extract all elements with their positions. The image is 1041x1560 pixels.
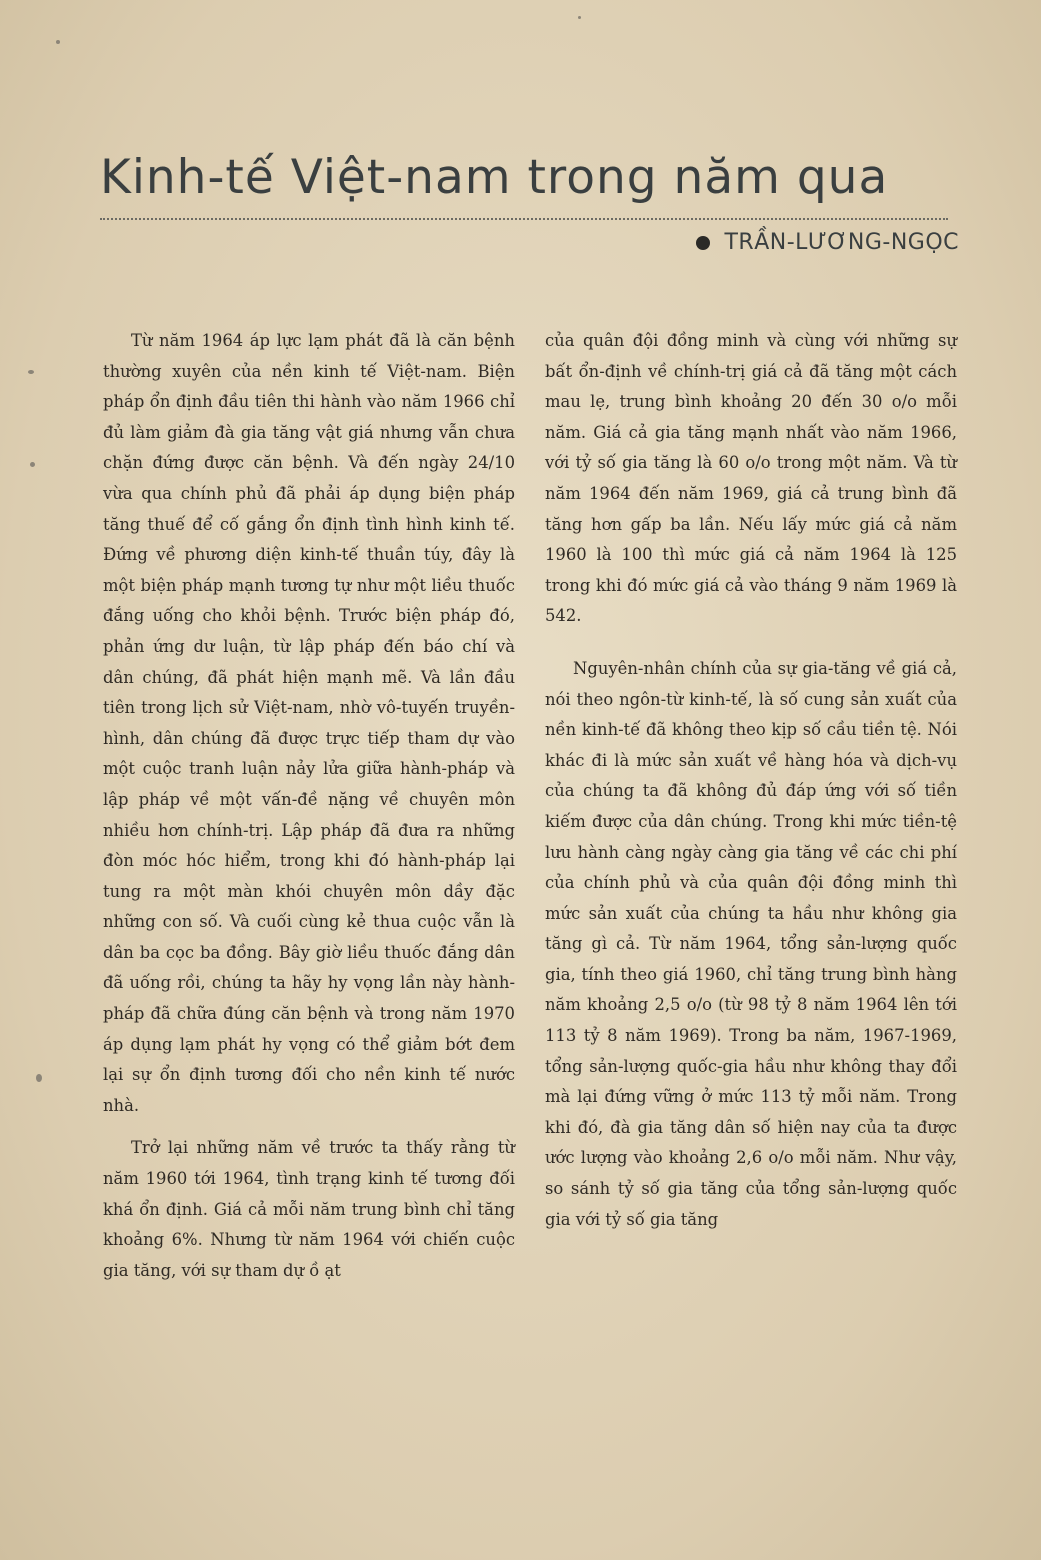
paragraph: Trở lại những năm về trước ta thấy rằng từ năm 1960 tới 1964, tình trạng kinh tế tương đối khá ổn định. Giá cả mỗi năm trung bình chỉ tăng khoảng 6%. Nhưng từ năm 1964 với chiến cuộc gia tăng, với sự tham dự ồ ạt	[103, 1138, 515, 1280]
byline	[696, 230, 959, 255]
author-name: TRẦN-LƯƠNG-NGỌC	[724, 230, 959, 255]
paragraph: Từ năm 1964 áp lực lạm phát đã là căn bệnh thường xuyên của nền kinh tế Việt-nam. Biện pháp ổn định đầu tiên thi hành vào năm 1966 chỉ đủ làm giảm đà gia tăng vật giá nhưng vẫn chưa chặn đứng được căn bệnh. Và đến ngày 24/10 vừa qua chính phủ đã phải áp dụng biện pháp tăng thuế để cố gắng ổn định tình hình kinh tế. Đứng về phương diện kinh-tế thuần túy, đây là một biện pháp mạnh tương tự như một liều thuốc đắng uống cho khỏi bệnh. Trước biện pháp đó, phản ứng dư luận, từ lập pháp đến báo chí và dân chúng, đã phát hiện mạnh mẽ. Và lần đầu tiên trong lịch sử Việt-nam, nhờ vô-tuyến truyền-hình, dân chúng đã được trực tiếp tham dự vào một cuộc tranh luận nảy lửa giữa hành-pháp và lập pháp về một vấn-đề nặng về chuyên môn nhiều hơn chính-trị. Lập pháp đã đưa ra những đòn móc hóc hiểm, trong khi đó hành-pháp lại tung ra một màn khói chuyên môn dầy đặc những con số. Và cuối cùng kẻ thua cuộc vẫn là dân ba cọc ba đồng. Bây giờ liều thuốc đắng dân đã uống rồi, chúng ta hãy hy vọng lần này hành-pháp đã chữa đúng căn bệnh và trong năm 1970 áp dụng lạm phát hy vọng có thể giảm bớt đem lại sự ổn định tương đối cho nền kinh tế nước nhà.	[103, 331, 515, 1115]
paper-speck	[578, 16, 581, 19]
bullet-icon	[696, 236, 710, 250]
left-column	[103, 326, 515, 1298]
article-title: Kinh-tế Việt-nam trong năm qua	[100, 150, 889, 205]
right-column	[545, 326, 957, 1247]
paper-speck	[56, 40, 60, 44]
title-divider	[100, 218, 948, 220]
paper-speck	[28, 370, 34, 374]
paragraph: Nguyên-nhân chính của sự gia-tăng về giá cả, nói theo ngôn-từ kinh-tế, là số cung sản xuất của nền kinh-tế đã không theo kịp số cầu tiền tệ. Nói khác đi là mức sản xuất về hàng hóa và dịch-vụ của chúng ta đã không đủ đáp ứng với số tiền kiếm được của dân chúng. Trong khi mức tiền-tệ lưu hành càng ngày càng gia tăng về các chi phí của chính phủ và của quân đội đồng minh thì mức sản xuất của chúng ta hầu như không gia tăng gì cả. Từ năm 1964, tổng sản-lượng quốc gia, tính theo giá 1960, chỉ tăng trung bình hàng năm khoảng 2,5 o/o (từ 98 tỷ 8 năm 1964 lên tới 113 tỷ 8 năm 1969). Trong ba năm, 1967-1969, tổng sản-lượng quốc-gia hầu như không thay đổi mà lại đứng vững ở mức 113 tỷ mỗi năm. Trong khi đó, đà gia tăng dân số hiện nay của ta được ước lượng vào khoảng 2,6 o/o mỗi năm. Như vậy, so sánh tỷ số gia tăng của tổng sản-lượng quốc gia với tỷ số gia tăng	[545, 658, 957, 1229]
paragraph: của quân đội đồng minh và cùng với những sự bất ổn-định về chính-trị giá cả đã tăng một cách mau lẹ, trung bình khoảng 20 đến 30 o/o mỗi năm. Giá cả gia tăng mạnh nhất vào năm 1966, với tỷ số gia tăng là 60 o/o trong một năm. Và từ năm 1964 đến năm 1969, giá cả trung bình đã tăng hơn gấp ba lần. Nếu lấy mức giá cả năm 1960 là 100 thì mức giá cả năm 1964 là 125 trong khi đó mức giá cả vào tháng 9 năm 1969 là 542.	[545, 331, 957, 626]
paper-speck	[36, 1074, 42, 1082]
paper-speck	[30, 462, 35, 467]
